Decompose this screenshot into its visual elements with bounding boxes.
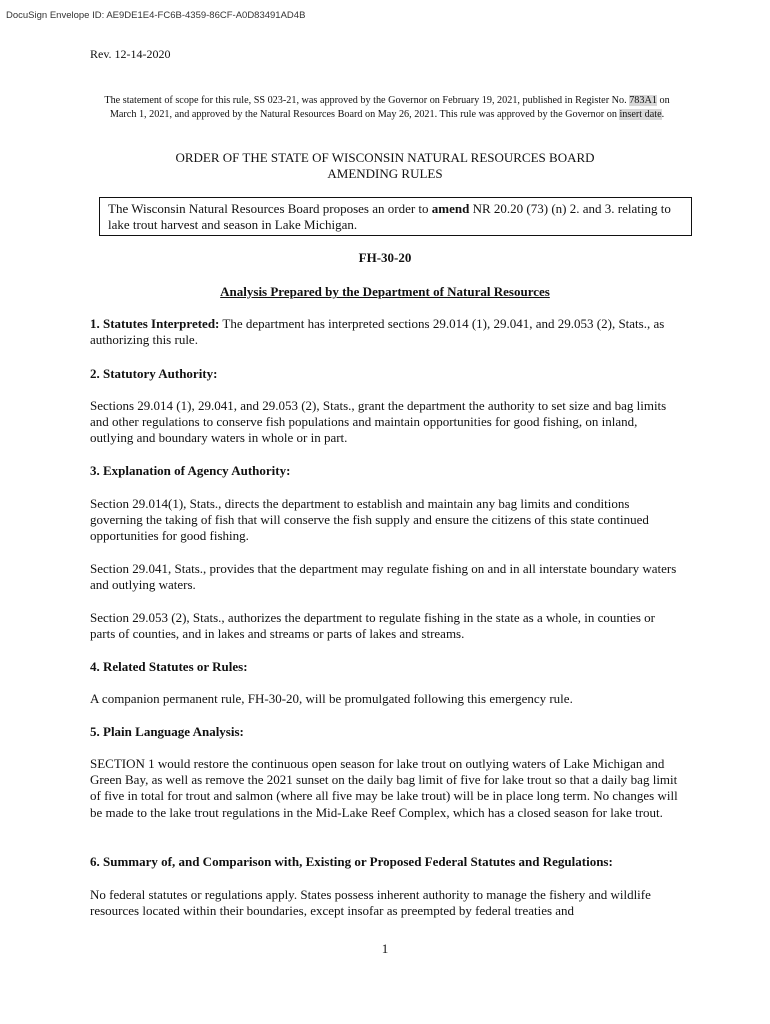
insert-date-highlight: insert date: [619, 108, 662, 120]
section-1-heading: 1. Statutes Interpreted:: [90, 316, 220, 331]
section-6-heading: 6. Summary of, and Comparison with, Existing or Proposed Federal Statutes and Regulations:: [90, 854, 613, 869]
section-5-text: SECTION 1 would restore the continuous open season for lake trout on outlying waters of Lake Michigan and Green Bay, as well as remove the 2021 sunset on the daily bag limit of five for lake trout so that a daily bag limit of five in total for trout and salmon (where all five may be lake trout) will be in place long term. No changes will be made to the lake trout regulations in the Mid-Lake Reef Complex, which has a closed season for lake trout.: [90, 756, 678, 820]
proposal-text-before: The Wisconsin Natural Resources Board proposes an order to: [108, 201, 432, 216]
section-3-paragraph-2: Section 29.041, Stats., provides that the department may regulate fishing on and in all interstate boundary waters and outlying waters.: [90, 561, 677, 593]
revision-date: Rev. 12-14-2020: [90, 47, 171, 61]
scope-text-part3: .: [661, 108, 665, 120]
section-4-heading: 4. Related Statutes or Rules:: [90, 659, 248, 674]
section-2-text: Sections 29.014 (1), 29.041, and 29.053 (2), Stats., grant the department the authority to set size and bag limits and other regulations to conserve fish populations and maintain opportunities for good fishing, on inland, outlying and boundary waters in whole or in part.: [90, 398, 667, 446]
rule-id: FH-30-20: [358, 250, 412, 265]
section-3-heading: 3. Explanation of Agency Authority:: [90, 463, 291, 478]
section-3-paragraph-3: Section 29.053 (2), Stats., authorizes the department to regulate fishing in the state as a whole, in counties or parts of counties, and in lakes and streams or parts of lakes and streams.: [90, 610, 655, 642]
order-title-line2: AMENDING RULES: [327, 166, 443, 181]
section-5-heading: 5. Plain Language Analysis:: [90, 724, 244, 739]
section-2-heading: 2. Statutory Authority:: [90, 366, 218, 381]
scope-statement: [90, 94, 684, 121]
section-1: [90, 316, 682, 348]
section-4-text: A companion permanent rule, FH-30-20, will be promulgated following this emergency rule.: [90, 691, 573, 706]
proposal-text-after: NR 20.20 (73) (n) 2. and 3. relating to lake trout harvest and season in Lake Michigan.: [108, 201, 671, 232]
section-3-paragraph-1: Section 29.014(1), Stats., directs the department to establish and maintain any bag limits and conditions governing the taking of fish that will conserve the fish supply and ensure the citizens of this state continued opportunities for good fishing.: [90, 496, 649, 544]
scope-text-part2: on March 1, 2021, and approved by the Natural Resources Board on May 26, 2021. This rule was approved by the Governor on: [109, 95, 670, 120]
docusign-envelope-id: DocuSign Envelope ID: AE9DE1E4-FC6B-4359-86CF-A0D83491AD4B: [6, 10, 306, 21]
scope-text-part1: The statement of scope for this rule, SS 023-21, was approved by the Governor on February 19, 2021, published in Register No.: [104, 95, 630, 106]
section-1-text: The department has interpreted sections 29.014 (1), 29.041, and 29.053 (2), Stats., as authorizing this rule.: [90, 316, 665, 348]
proposal-box: [99, 197, 692, 236]
register-number-highlight: 783A1: [629, 95, 657, 106]
analysis-title: Analysis Prepared by the Department of Natural Resources: [220, 284, 550, 299]
proposal-text-bold: amend: [431, 201, 470, 216]
page-number: 1: [381, 941, 389, 956]
order-title: [90, 150, 680, 182]
order-title-line1: ORDER OF THE STATE OF WISCONSIN NATURAL RESOURCES BOARD: [175, 150, 595, 165]
section-6-text: No federal statutes or regulations apply. States possess inherent authority to manage the fishery and wildlife resources located within their boundaries, except insofar as preempted by federal treaties and: [90, 887, 651, 919]
